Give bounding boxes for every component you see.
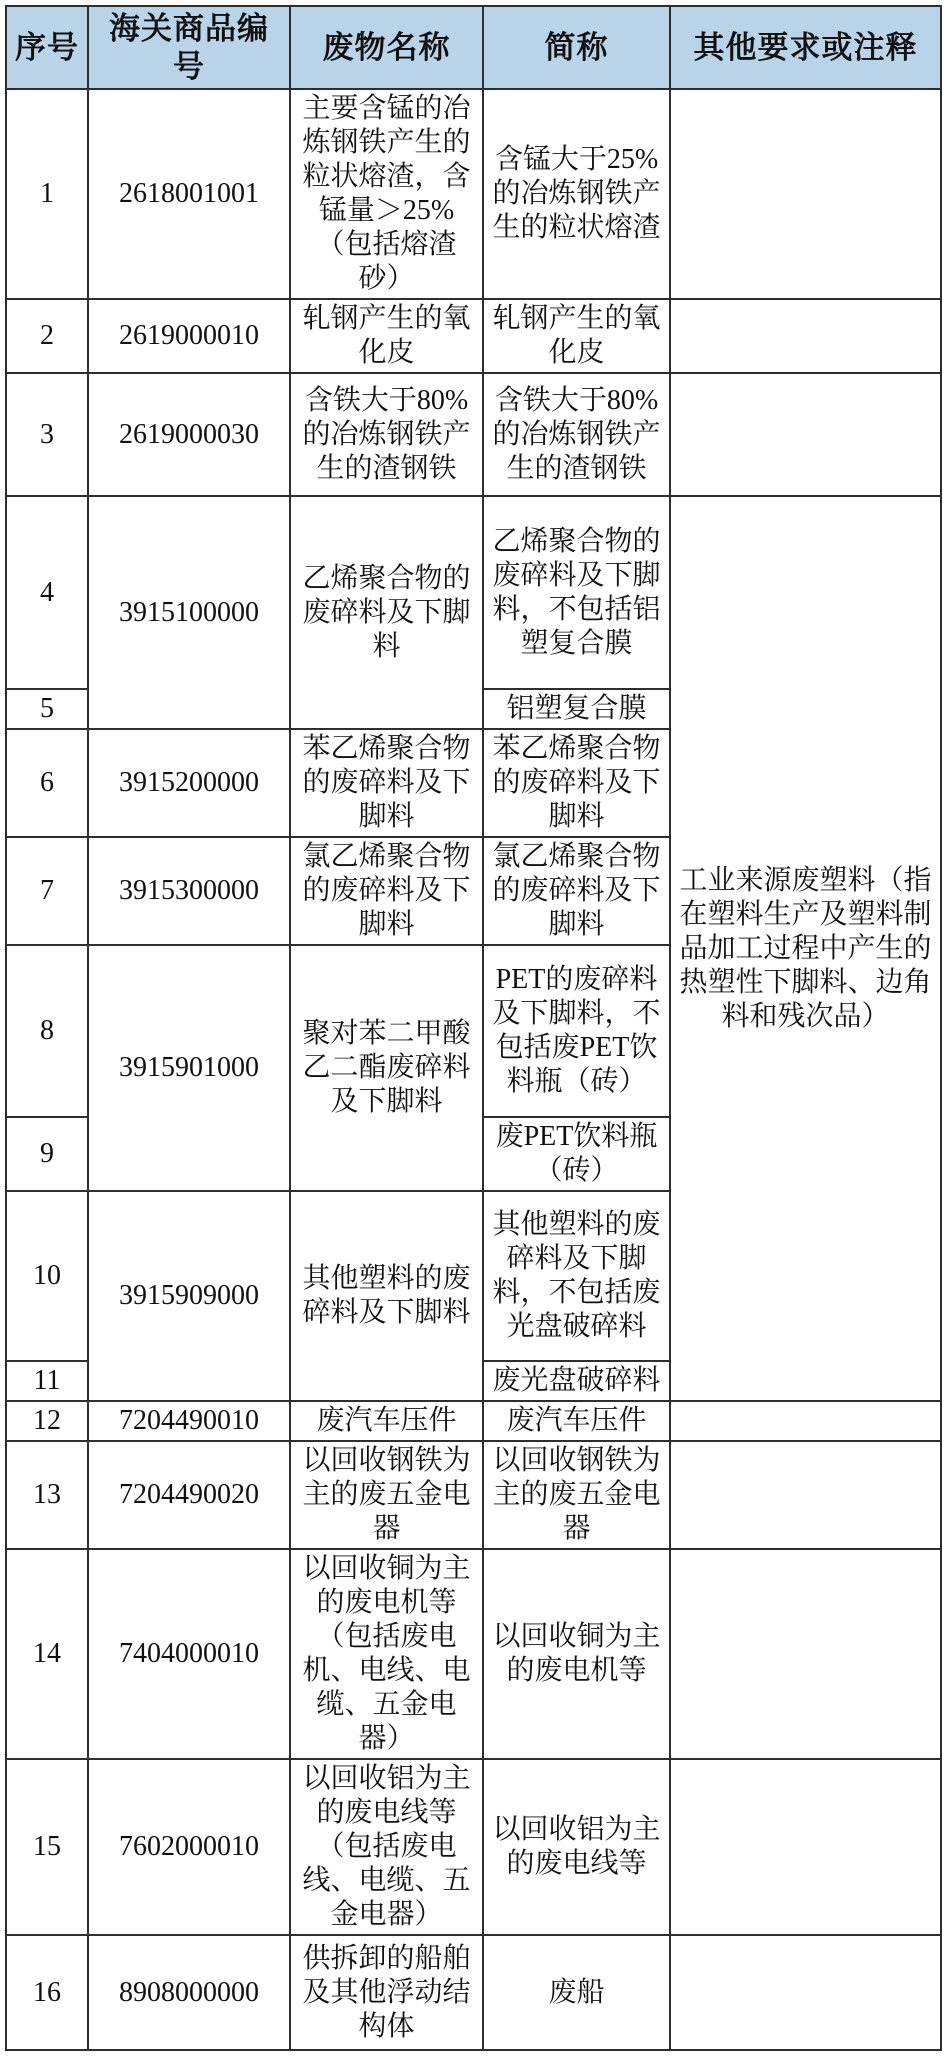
note-cell [670, 1759, 941, 1935]
short-name-cell: 铝塑复合膜 [483, 689, 670, 729]
row-number-cell: 16 [6, 1935, 88, 2050]
waste-name-cell: 废汽车压件 [290, 1401, 483, 1441]
row-number-cell: 12 [6, 1401, 88, 1441]
note-cell [670, 89, 941, 299]
table-row [6, 299, 941, 373]
table-row [6, 1759, 941, 1935]
waste-name-cell: 乙烯聚合物的废碎料及下脚料 [290, 496, 483, 729]
table-body [6, 89, 941, 2050]
row-number-cell: 4 [6, 496, 88, 689]
short-name-cell: 其他塑料的废碎料及下脚料，不包括废光盘破碎料 [483, 1191, 670, 1361]
row-number-cell: 7 [6, 837, 88, 945]
waste-name-cell: 轧钢产生的氧化皮 [290, 299, 483, 373]
note-cell [670, 299, 941, 373]
short-name-cell: 轧钢产生的氧化皮 [483, 299, 670, 373]
column-header-notes: 其他要求或注释 [670, 6, 941, 89]
short-name-cell: 废光盘破碎料 [483, 1361, 670, 1401]
short-name-cell: 含锰大于25%的冶炼钢铁产生的粒状熔渣 [483, 89, 670, 299]
row-number-cell: 14 [6, 1549, 88, 1759]
short-name-cell: 以回收铜为主的废电机等 [483, 1549, 670, 1759]
hs-code-cell: 3915901000 [88, 945, 290, 1191]
table-row [6, 1401, 941, 1441]
hs-code-cell: 7404000010 [88, 1549, 290, 1759]
short-name-cell: 苯乙烯聚合物的废碎料及下脚料 [483, 729, 670, 837]
waste-name-cell: 苯乙烯聚合物的废碎料及下脚料 [290, 729, 483, 837]
table-row [6, 1935, 941, 2050]
waste-name-cell: 氯乙烯聚合物的废碎料及下脚料 [290, 837, 483, 945]
waste-name-cell: 以回收铜为主的废电机等（包括废电机、电线、电缆、五金电器） [290, 1549, 483, 1759]
short-name-cell: PET的废碎料及下脚料，不包括废PET饮料瓶（砖） [483, 945, 670, 1117]
table-header-row [6, 6, 941, 89]
hs-code-cell: 7602000010 [88, 1759, 290, 1935]
short-name-cell: 废汽车压件 [483, 1401, 670, 1441]
waste-name-cell: 含铁大于80%的冶炼钢铁产生的渣钢铁 [290, 373, 483, 496]
column-header-hs-code: 海关商品编号 [88, 6, 290, 89]
note-cell: 工业来源废塑料（指在塑料生产及塑料制品加工过程中产生的热塑性下脚料、边角料和残次品） [670, 496, 941, 1401]
row-number-cell: 13 [6, 1441, 88, 1549]
short-name-cell: 废船 [483, 1935, 670, 2050]
row-number-cell: 10 [6, 1191, 88, 1361]
note-cell [670, 373, 941, 496]
row-number-cell: 15 [6, 1759, 88, 1935]
waste-name-cell: 以回收钢铁为主的废五金电器 [290, 1441, 483, 1549]
table-row [6, 373, 941, 496]
table-row [6, 496, 941, 689]
row-number-cell: 6 [6, 729, 88, 837]
table-row [6, 1441, 941, 1549]
column-header-short-name: 简称 [483, 6, 670, 89]
note-cell [670, 1441, 941, 1549]
hs-code-cell: 2619000030 [88, 373, 290, 496]
waste-name-cell: 其他塑料的废碎料及下脚料 [290, 1191, 483, 1401]
hs-code-cell: 7204490020 [88, 1441, 290, 1549]
table-row [6, 1549, 941, 1759]
note-cell [670, 1935, 941, 2050]
hs-code-cell: 3915200000 [88, 729, 290, 837]
hs-code-cell: 3915300000 [88, 837, 290, 945]
short-name-cell: 氯乙烯聚合物的废碎料及下脚料 [483, 837, 670, 945]
column-header-waste-name: 废物名称 [290, 6, 483, 89]
row-number-cell: 11 [6, 1361, 88, 1401]
waste-name-cell: 供拆卸的船舶及其他浮动结构体 [290, 1935, 483, 2050]
row-number-cell: 5 [6, 689, 88, 729]
row-number-cell: 1 [6, 89, 88, 299]
hs-code-cell: 3915100000 [88, 496, 290, 729]
short-name-cell: 以回收铝为主的废电线等 [483, 1759, 670, 1935]
table-row [6, 89, 941, 299]
waste-name-cell: 聚对苯二甲酸乙二酯废碎料及下脚料 [290, 945, 483, 1191]
hs-code-cell: 8908000000 [88, 1935, 290, 2050]
row-number-cell: 9 [6, 1117, 88, 1191]
short-name-cell: 含铁大于80%的冶炼钢铁产生的渣钢铁 [483, 373, 670, 496]
row-number-cell: 8 [6, 945, 88, 1117]
waste-name-cell: 以回收铝为主的废电线等（包括废电线、电缆、五金电器） [290, 1759, 483, 1935]
short-name-cell: 以回收钢铁为主的废五金电器 [483, 1441, 670, 1549]
hs-code-cell: 2618001001 [88, 89, 290, 299]
column-header-serial: 序号 [6, 6, 88, 89]
note-cell [670, 1401, 941, 1441]
note-cell [670, 1549, 941, 1759]
row-number-cell: 3 [6, 373, 88, 496]
hs-code-cell: 2619000010 [88, 299, 290, 373]
waste-name-cell: 主要含锰的冶炼钢铁产生的粒状熔渣，含锰量＞25%（包括熔渣砂） [290, 89, 483, 299]
row-number-cell: 2 [6, 299, 88, 373]
short-name-cell: 废PET饮料瓶（砖） [483, 1117, 670, 1191]
short-name-cell: 乙烯聚合物的废碎料及下脚料，不包括铝塑复合膜 [483, 496, 670, 689]
hs-code-cell: 7204490010 [88, 1401, 290, 1441]
hs-code-cell: 3915909000 [88, 1191, 290, 1401]
imported-waste-table [5, 5, 942, 2051]
